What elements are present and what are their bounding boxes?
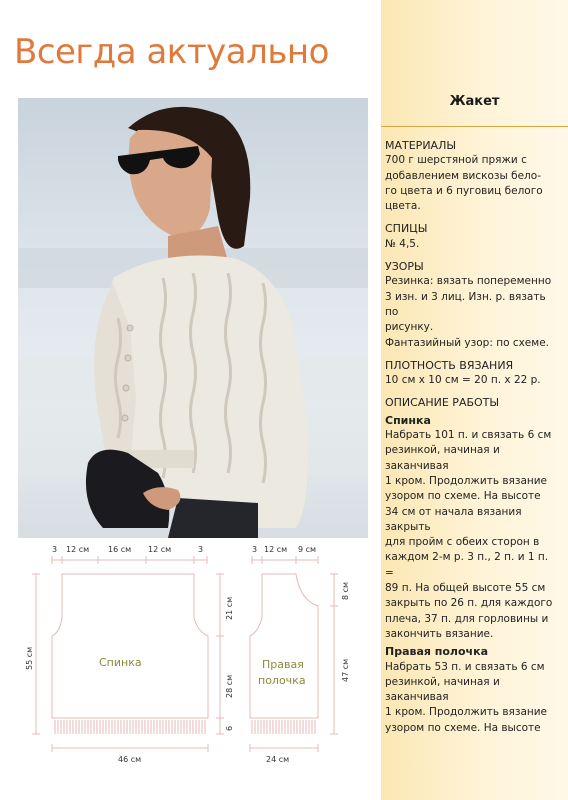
back-line: каждом 2-м р. 3 п., 2 п. и 1 п. = [385,551,549,579]
pattern-diagrams [22,540,374,775]
front-dim-top-1: 12 см [264,545,288,554]
back-section-title: Спинка [385,413,431,427]
materials-line: го цвета и 6 пуговиц белого [385,184,543,197]
front-dim-right-1: 47 см [341,658,350,682]
materials-line: добавлением вискозы бело- [385,169,541,182]
patterns-line: 3 изн. и 3 лиц. Изн. р. вязать по [385,290,546,318]
product-title-rule [381,126,568,127]
back-dim-top-3: 12 см [148,545,172,554]
front-dim-left-0: 21 см [225,596,234,620]
back-line: закрыть по 26 п. для каждого [385,597,553,610]
materials-line: 700 г шерстяной пряжи с [385,154,527,167]
gauge-heading: ПЛОТНОСТЬ ВЯЗАНИЯ [385,358,514,372]
pattern-diagrams-svg [22,540,374,775]
needles-heading: СПИЦЫ [385,222,428,236]
description-heading: ОПИСАНИЕ РАБОТЫ [385,396,500,410]
front-dim-top-2: 9 см [298,545,317,554]
product-title: Жакет [449,94,500,109]
front-dim-left-2: 6 [225,725,234,731]
front-line: Набрать 53 п. и связать 6 см [385,660,545,673]
front-line: узором по схеме. На высоте [385,721,541,734]
back-line: плеча, 37 п. для горловины и [385,612,549,625]
specs-text [385,138,557,736]
back-dim-top-1: 12 см [66,545,90,554]
front-piece-label-1: Правая [262,658,304,671]
needles-line: № 4,5. [385,237,420,250]
patterns-line: рисунку. [385,321,434,334]
materials-heading: МАТЕРИАЛЫ [385,139,457,152]
back-line: 34 см от начала вязания закрыть [385,505,522,533]
front-piece-label-2: полочка [258,674,306,687]
front-dim-bottom: 24 см [266,755,290,764]
patterns-heading: УЗОРЫ [385,260,424,274]
back-line: Набрать 101 п. и связать 6 см [385,429,552,442]
front-line: 1 кром. Продолжить вязание [385,706,548,719]
back-piece-label: Спинка [99,656,142,669]
back-line: 89 п. На общей высоте 55 см [385,582,546,595]
back-dim-left: 55 см [25,646,34,670]
back-dim-top-2: 16 см [108,545,132,554]
back-line: для пройм с обеих сторон в [385,536,540,549]
back-dim-top-4: 3 [198,545,204,554]
back-line: резинкой, начиная и заканчивая [385,444,500,472]
front-dim-right-0: 8 см [341,581,350,600]
front-dim-top-0: 3 [252,545,258,554]
page-title: Всегда актуально [14,32,329,72]
patterns-line: Фантазийный узор: по схеме. [385,336,549,349]
back-dim-bottom: 46 см [118,755,142,764]
back-dim-top-0: 3 [52,545,58,554]
back-line: 1 кром. Продолжить вязание [385,474,548,487]
model-photo-illustration [18,98,368,538]
patterns-line: Резинка: вязать попеременно [385,275,552,288]
back-line: закончить вязание. [385,627,494,640]
front-line: резинкой, начиная и заканчивая [385,675,500,704]
front-section-title: Правая полочка [385,645,488,659]
back-line: узором по схеме. На высоте [385,490,541,503]
front-dim-left-1: 28 см [225,674,234,698]
gauge-line: 10 см х 10 см = 20 п. х 22 р. [385,374,541,387]
materials-line: цвета. [385,200,421,213]
model-photo [18,98,368,538]
